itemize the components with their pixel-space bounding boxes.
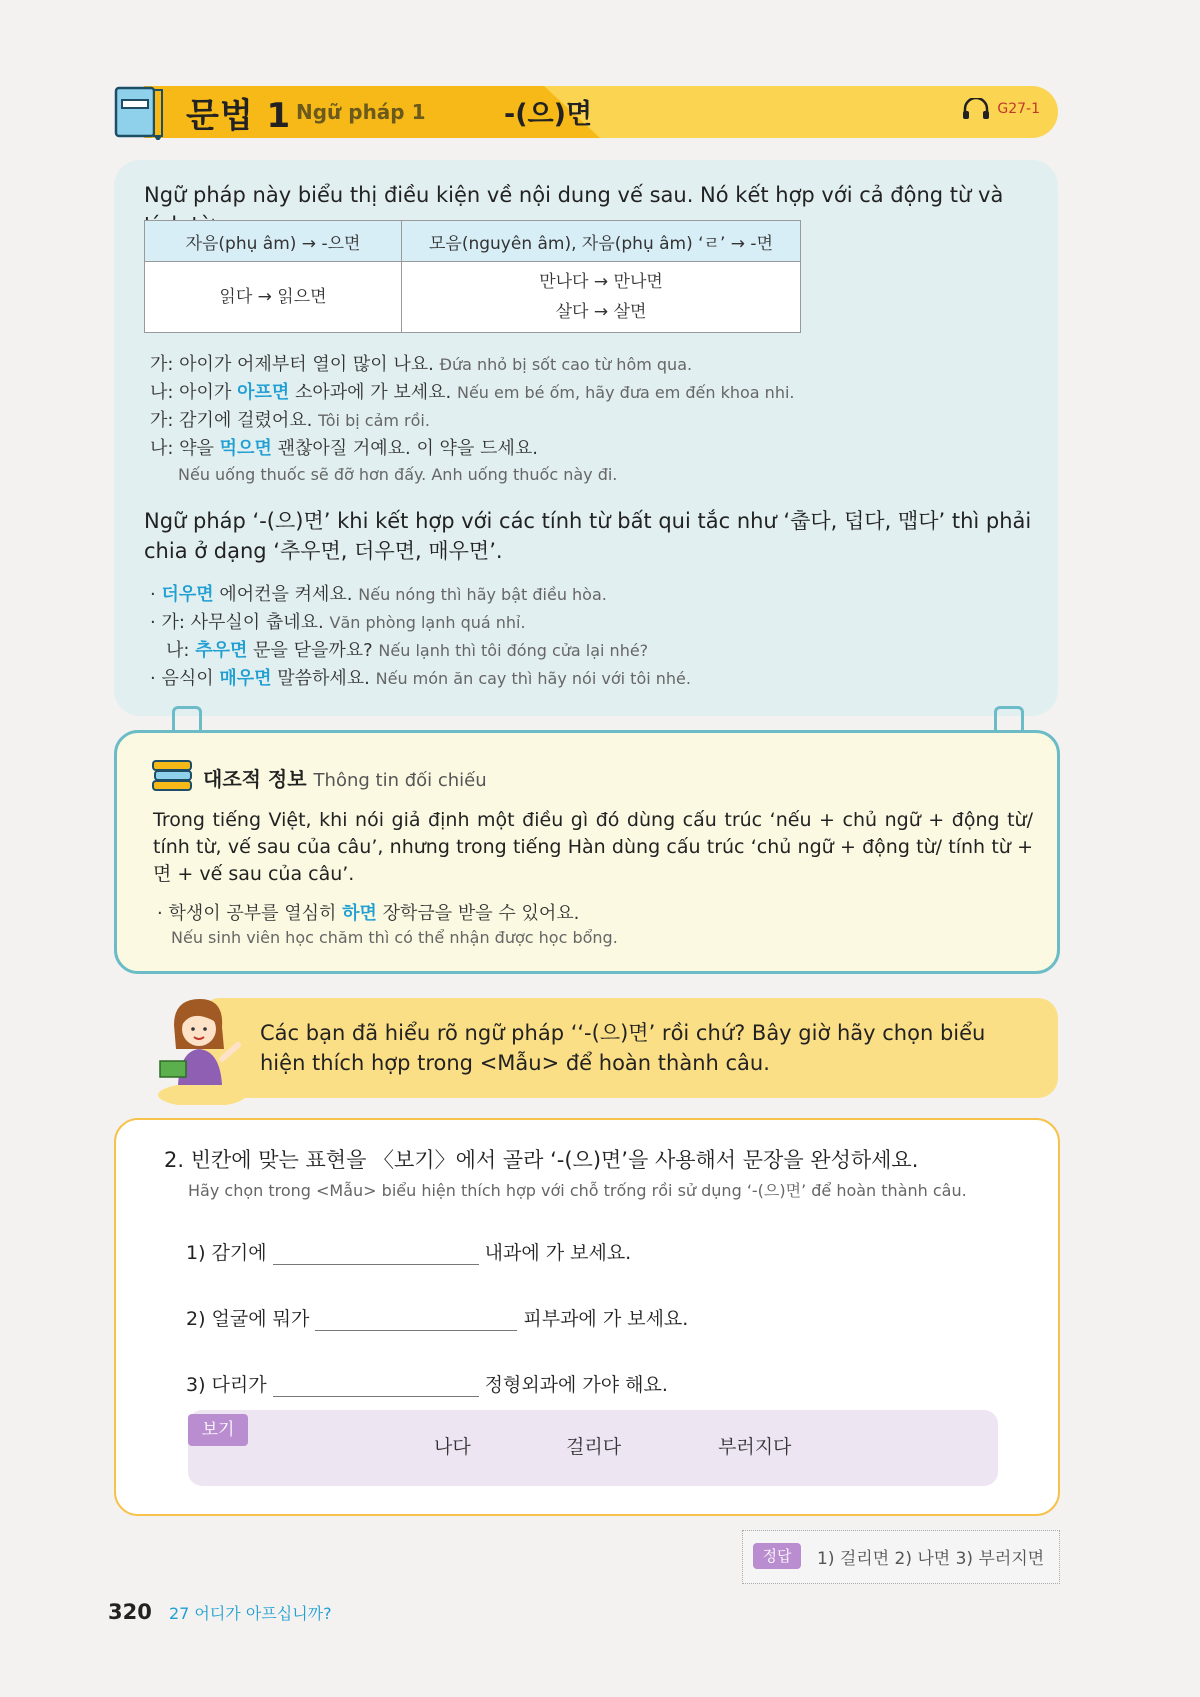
grammar-label: 문법 1 <box>186 96 292 136</box>
answer-label: 정답 <box>753 1543 801 1569</box>
chapter-title: 27 어디가 아프십니까? <box>168 1604 332 1623</box>
contrast-title: 대조적 정보 Thông tin đối chiếu <box>203 767 487 791</box>
conjugation-table <box>144 220 801 333</box>
page-footer <box>108 1600 332 1624</box>
speech-bubble <box>200 998 1058 1098</box>
answer-box <box>742 1530 1060 1584</box>
table-header-vowel: 모음(nguyên âm), 자음(phụ âm) ‘ㄹ’ → -면 <box>402 221 801 262</box>
irregular-example: · 가: 사무실이 춥네요. Văn phòng lạnh quá nhỉ. <box>150 612 526 633</box>
answer-blank[interactable] <box>315 1308 517 1331</box>
table-header-consonant: 자음(phụ âm) → -으면 <box>145 221 402 262</box>
explanation-box <box>114 160 1058 716</box>
answer-text: 1) 걸리면 2) 나면 3) 부러지면 <box>817 1549 1045 1569</box>
exercise-box <box>114 1118 1060 1516</box>
page-number: 320 <box>108 1600 152 1624</box>
contrast-info-box <box>114 730 1060 974</box>
exercise-question-vi: Hãy chọn trong <Mẫu> biểu hiện thích hợp với chỗ trống rồi sử dụng ‘-(으)면’ để hoàn thành câu. <box>188 1181 967 1200</box>
grammar-header <box>114 84 1058 140</box>
example-option: 나다 <box>434 1436 471 1458</box>
intro-text: Ngữ pháp này biểu thị điều kiện về nội dung vế sau. Nó kết hợp với cả động từ và <box>144 183 1004 207</box>
example-option: 걸리다 <box>566 1436 622 1458</box>
example-translation: Nếu uống thuốc sẽ đỡ hơn đấy. Anh uống thuốc này đi. <box>178 465 618 484</box>
example-line: 가: 아이가 어제부터 열이 많이 나요. Đứa nhỏ bị sốt cao từ hôm qua. <box>150 354 693 375</box>
table-cell-consonant: 읽다 → 읽으면 <box>145 262 402 333</box>
irregular-example: · 더우면 에어컨을 켜세요. Nếu nóng thì hãy bật điều hòa. <box>150 584 607 605</box>
exercise-item: 1) 감기에 내과에 가 보세요. <box>186 1242 632 1264</box>
irregular-example: · 음식이 매우면 말씀하세요. Nếu món ăn cay thì hãy nói với tôi nhé. <box>150 668 691 689</box>
example-option: 부러지다 <box>718 1436 792 1458</box>
audio-track[interactable] <box>961 98 1040 120</box>
exercise-item: 3) 다리가 정형외과에 가야 해요. <box>186 1374 668 1396</box>
example-line: 나: 약을 먹으면 괜찮아질 거예요. 이 약을 드세요. <box>150 438 538 459</box>
exercise-question: 2. 빈칸에 맞는 표현을 〈보기〉에서 골라 ‘-(으)면’을 사용해서 문장을 완성하세요. <box>164 1148 919 1172</box>
speech-text: Các bạn đã hiểu rõ ngữ pháp ‘‘-(으)면’ rồi chứ? Bây giờ hãy chọn biểu hiện thích hợp trong <Mẫu> để hoàn thành câu. <box>260 1021 986 1075</box>
contrast-example-translation: Nếu sinh viên học chăm thì có thể nhận được học bổng. <box>171 928 618 947</box>
table-cell-vowel-1: 만나다 → 만나면 <box>539 272 663 292</box>
headphones-icon <box>961 98 991 120</box>
table-cell-vowel <box>402 262 801 333</box>
example-box <box>188 1410 998 1486</box>
book-icon <box>114 84 166 140</box>
audio-code: G27-1 <box>997 101 1040 117</box>
irregular-example: 나: 추우면 문을 닫을까요? Nếu lạnh thì tôi đóng cửa lại nhé? <box>166 640 649 661</box>
exercise-item: 2) 얼굴에 뭐가 피부과에 가 보세요. <box>186 1308 689 1330</box>
contrast-example: · 학생이 공부를 열심히 하면 장학금을 받을 수 있어요. <box>157 903 580 924</box>
answer-blank[interactable] <box>273 1242 479 1265</box>
books-stack-icon <box>151 759 193 793</box>
grammar-pattern: -(으)면 <box>504 99 593 130</box>
answer-blank[interactable] <box>273 1374 479 1397</box>
example-box-label: 보기 <box>188 1414 248 1446</box>
table-cell-vowel-2: 살다 → 살면 <box>555 302 647 322</box>
teacher-illustration <box>152 995 252 1105</box>
grammar-sub: Ngữ pháp 1 <box>296 100 426 124</box>
irregular-note: Ngữ pháp ‘-(으)면’ khi kết hợp với các tính từ bất qui tắc như ‘춥다, 덥다, 맵다’ thì phải chia ở dạng ‘추우면, 더우면, 매우면’. <box>144 509 1032 563</box>
example-line: 가: 감기에 걸렸어요. Tôi bị cảm rồi. <box>150 410 430 431</box>
contrast-body: Trong tiếng Việt, khi nói giả định một điều gì đó dùng cấu trúc ‘nếu + chủ ngữ + động từ/ tính từ, vế sau của câu’, nhưng trong tiếng Hàn dùng cấu trúc ‘chủ ngữ + động từ/ tính từ + 면 + vế sau của câu’. <box>153 809 1033 885</box>
example-line: 나: 아이가 아프면 소아과에 가 보세요. Nếu em bé ốm, hãy đưa em đến khoa nhi. <box>150 382 795 403</box>
